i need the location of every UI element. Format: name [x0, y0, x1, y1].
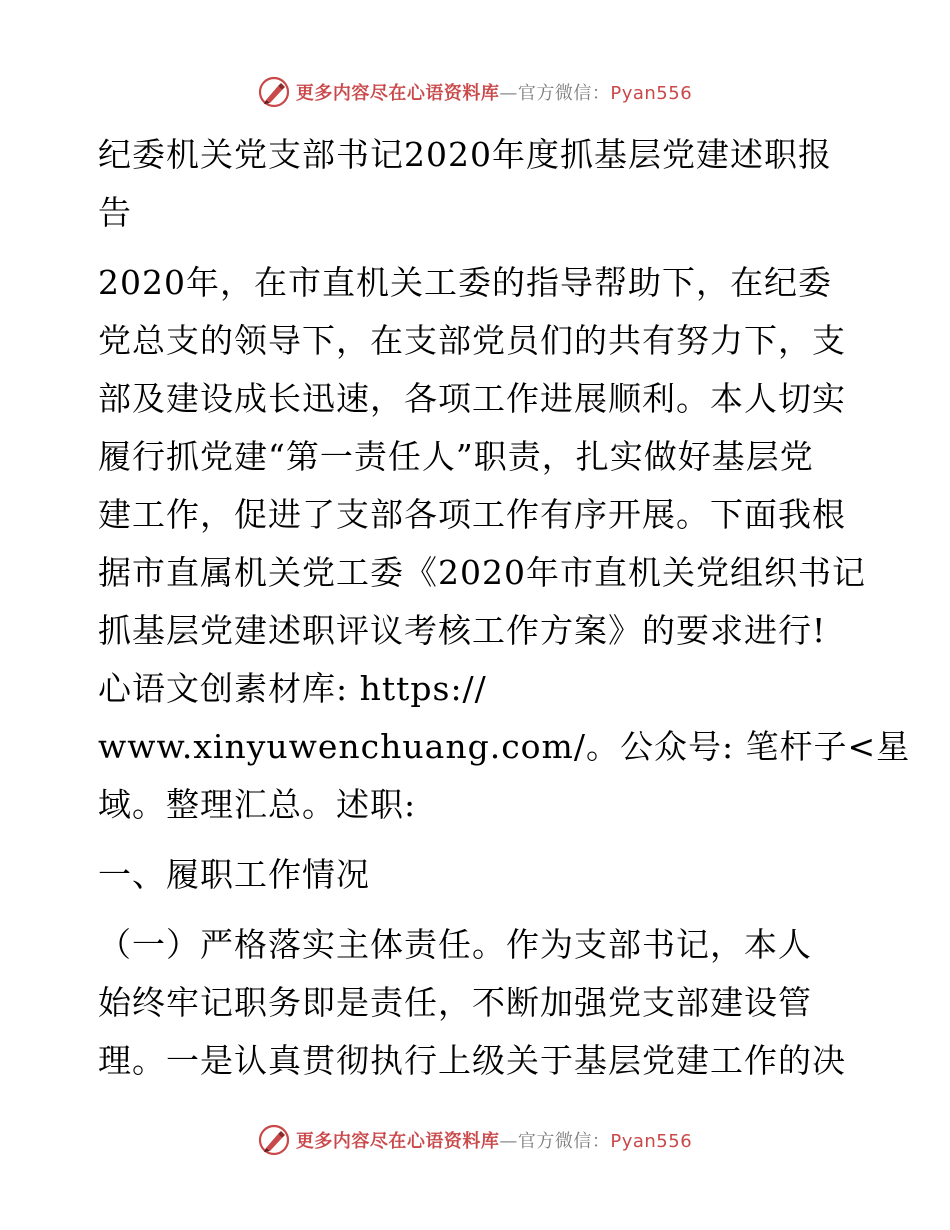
banner-dash: —: [499, 83, 518, 104]
paragraph-line: 域。整理汇总。述职:: [98, 785, 417, 824]
paragraph-line: 建工作，促进了支部各项工作有序开展。下面我根: [98, 495, 846, 534]
footer-banner-text: [296, 1127, 692, 1153]
paragraph-line: 始终牢记职务即是责任，不断加强党支部建设管: [98, 983, 812, 1022]
spacer: [98, 834, 868, 846]
header-banner: [0, 72, 950, 112]
paragraph-line: 心语文创素材库: https://: [98, 669, 487, 708]
title-line: 告: [98, 193, 132, 232]
paragraph-line: （一）严格落实主体责任。作为支部书记，本人: [98, 925, 812, 964]
paragraph-line: 党总支的领导下，在支部党员们的共有努力下，支: [98, 321, 846, 360]
spacer: [98, 904, 868, 916]
paragraph-line: 理。一是认真贯彻执行上级关于基层党建工作的决: [98, 1041, 846, 1080]
paragraph-line: 履行抓党建“第一责任人”职责，扎实做好基层党: [98, 437, 814, 476]
banner-wechat-id: Pyan556: [610, 83, 693, 104]
document-body: [98, 126, 911, 1090]
banner-label: 官方微信：: [517, 83, 611, 104]
pen-logo-icon: [258, 1124, 290, 1156]
banner-dash: —: [499, 1131, 518, 1152]
paragraph-line: 据市直属机关党工委《2020年市直机关党组织书记: [98, 553, 866, 592]
footer-banner: [0, 1120, 950, 1160]
title-line: 纪委机关党支部书记2020年度抓基层党建述职报: [98, 135, 832, 174]
banner-lead: 更多内容尽在心语资料库: [295, 1131, 500, 1152]
section-heading: 一、履职工作情况: [98, 855, 370, 894]
paragraph-line: 部及建设成长迅速，各项工作进展顺利。本人切实: [98, 379, 846, 418]
paragraph-line: 抓基层党建述职评议考核工作方案》的要求进行!: [98, 611, 827, 650]
pen-logo-icon: [258, 76, 290, 108]
footer-banner-inner: [258, 1124, 692, 1156]
header-banner-inner: [258, 76, 692, 108]
banner-wechat-id: Pyan556: [610, 1131, 693, 1152]
spacer: [98, 242, 868, 254]
paragraph-line: www.xinyuwenchuang.com/。公众号: 笔杆子<星: [98, 727, 911, 766]
header-banner-text: [296, 79, 692, 105]
paragraph-line: 2020年，在市直机关工委的指导帮助下，在纪委: [98, 263, 832, 302]
banner-label: 官方微信：: [517, 1131, 611, 1152]
banner-lead: 更多内容尽在心语资料库: [295, 83, 500, 104]
